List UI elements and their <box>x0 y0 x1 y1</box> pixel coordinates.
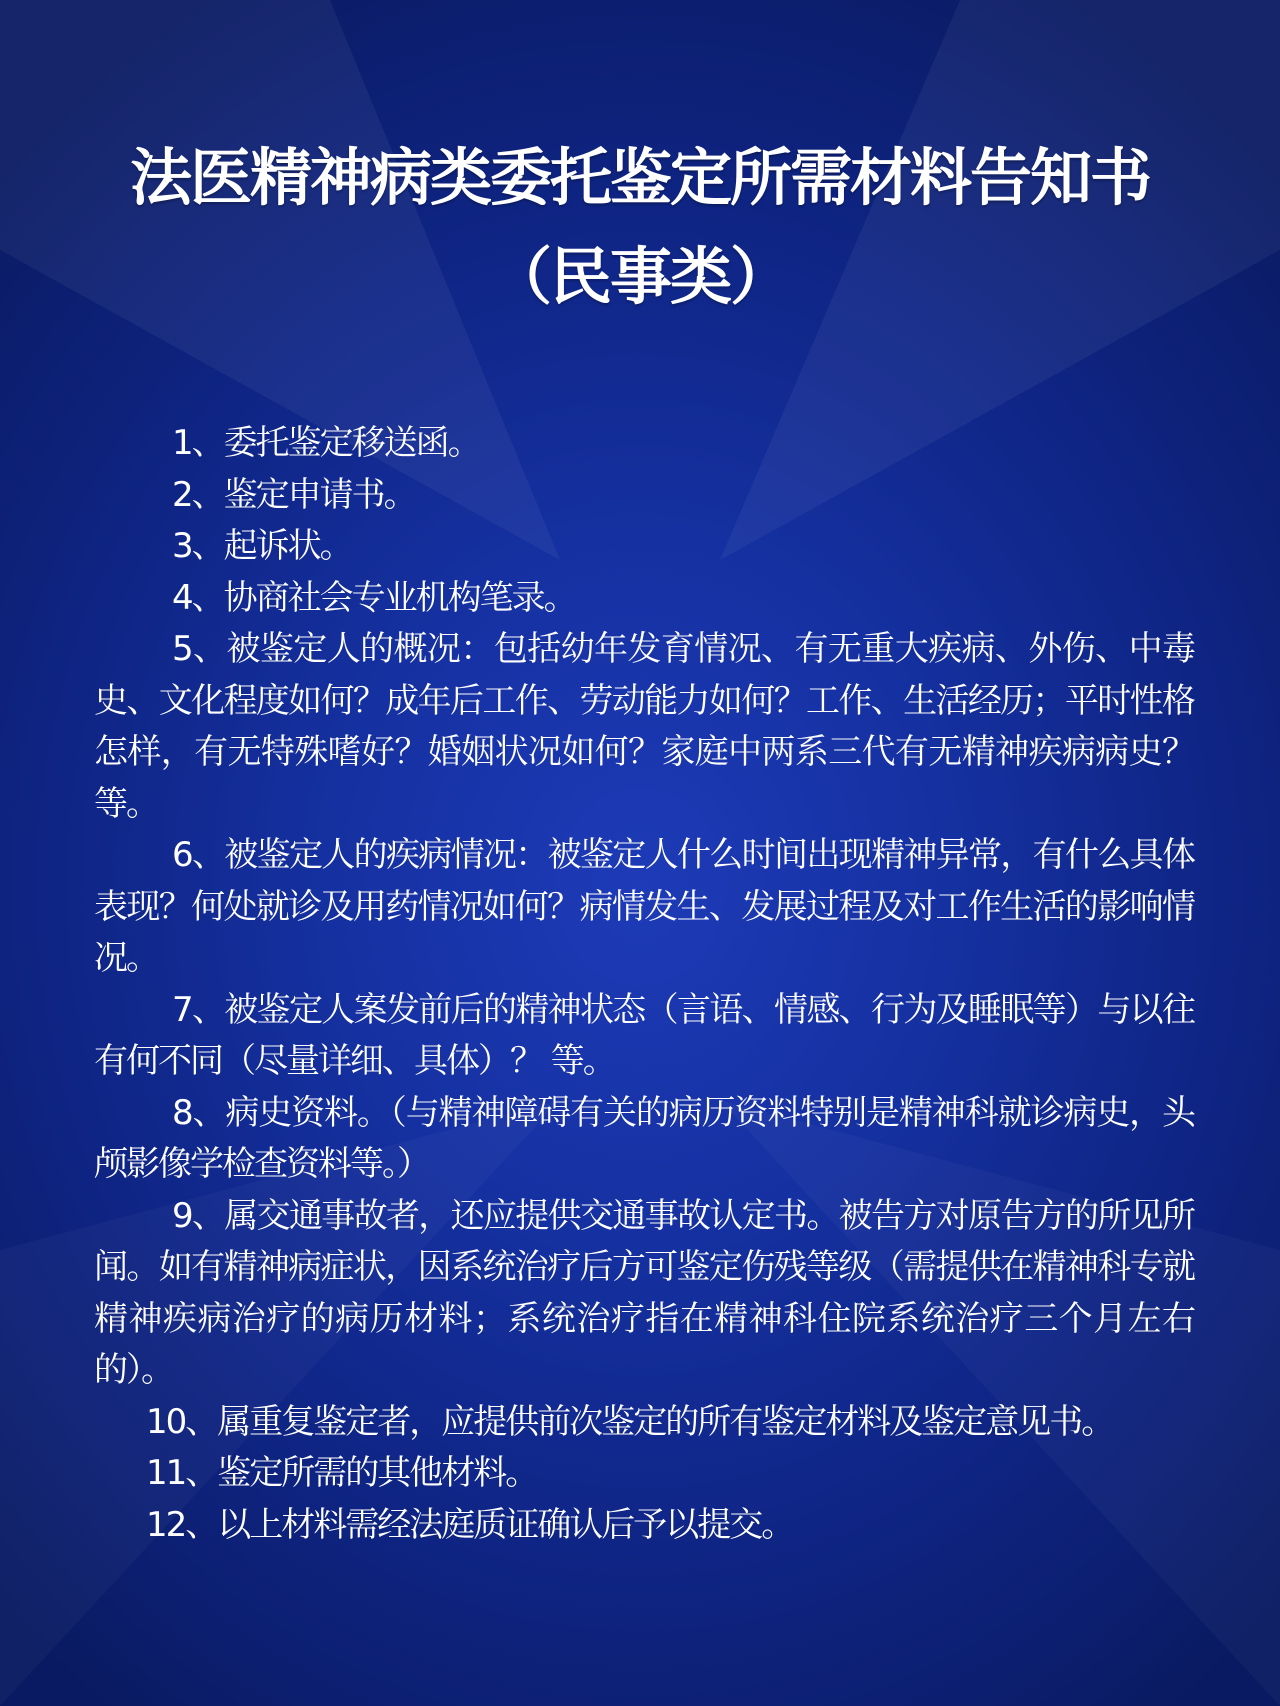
list-item: 8、病史资料。（与精神障碍有关的病历资料特别是精神科就诊病史，头颅影像学检查资料等。） <box>94 1092 1194 1184</box>
page-subtitle: （民事类） <box>489 240 790 313</box>
list-item: 2、鉴定申请书。 <box>172 474 416 515</box>
list-item: 9、属交通事故者，还应提供交通事故认定书。被告方对原告方的所见所闻。如有精神病症状，因系统治疗后方可鉴定伤残等级（需提供在精神科专就精神疾病治疗的病历材料；系统治疗指在精神科住院系统治疗三个月左右的）。 <box>94 1195 1194 1390</box>
list-item: 11、鉴定所需的其他材料。 <box>146 1453 538 1493</box>
list-item: 7、被鉴定人案发前后的精神状态（言语、情感、行为及睡眠等）与以往有何不同（尽量详细、具体）？ 等。 <box>94 989 1194 1081</box>
list-item: 1、委托鉴定移送函。 <box>172 423 480 463</box>
list-item: 10、属重复鉴定者，应提供前次鉴定的所有鉴定材料及鉴定意见书。 <box>146 1401 1114 1442</box>
list-item: 4、协商社会专业机构笔录。 <box>172 577 576 618</box>
materials-list <box>94 418 1194 1551</box>
page-title: 法医精神病类委托鉴定所需材料告知书 <box>129 141 1150 214</box>
list-item: 6、被鉴定人的疾病情况：被鉴定人什么时间出现精神异常，有什么具体表现？何处就诊及用药情况如何？病情发生、发展过程及对工作生活的影响情况。 <box>94 835 1194 978</box>
list-item: 3、起诉状。 <box>172 526 352 566</box>
list-item: 5、被鉴定人的概况：包括幼年发育情况、有无重大疾病、外伤、中毒史、文化程度如何？成年后工作、劳动能力如何？工作、生活经历；平时性格怎样，有无特殊嗜好？婚姻状况如何？家庭中两系三代有无精神疾病病史？等。 <box>94 629 1194 824</box>
list-item: 12、以上材料需经法庭质证确认后予以提交。 <box>146 1504 794 1545</box>
